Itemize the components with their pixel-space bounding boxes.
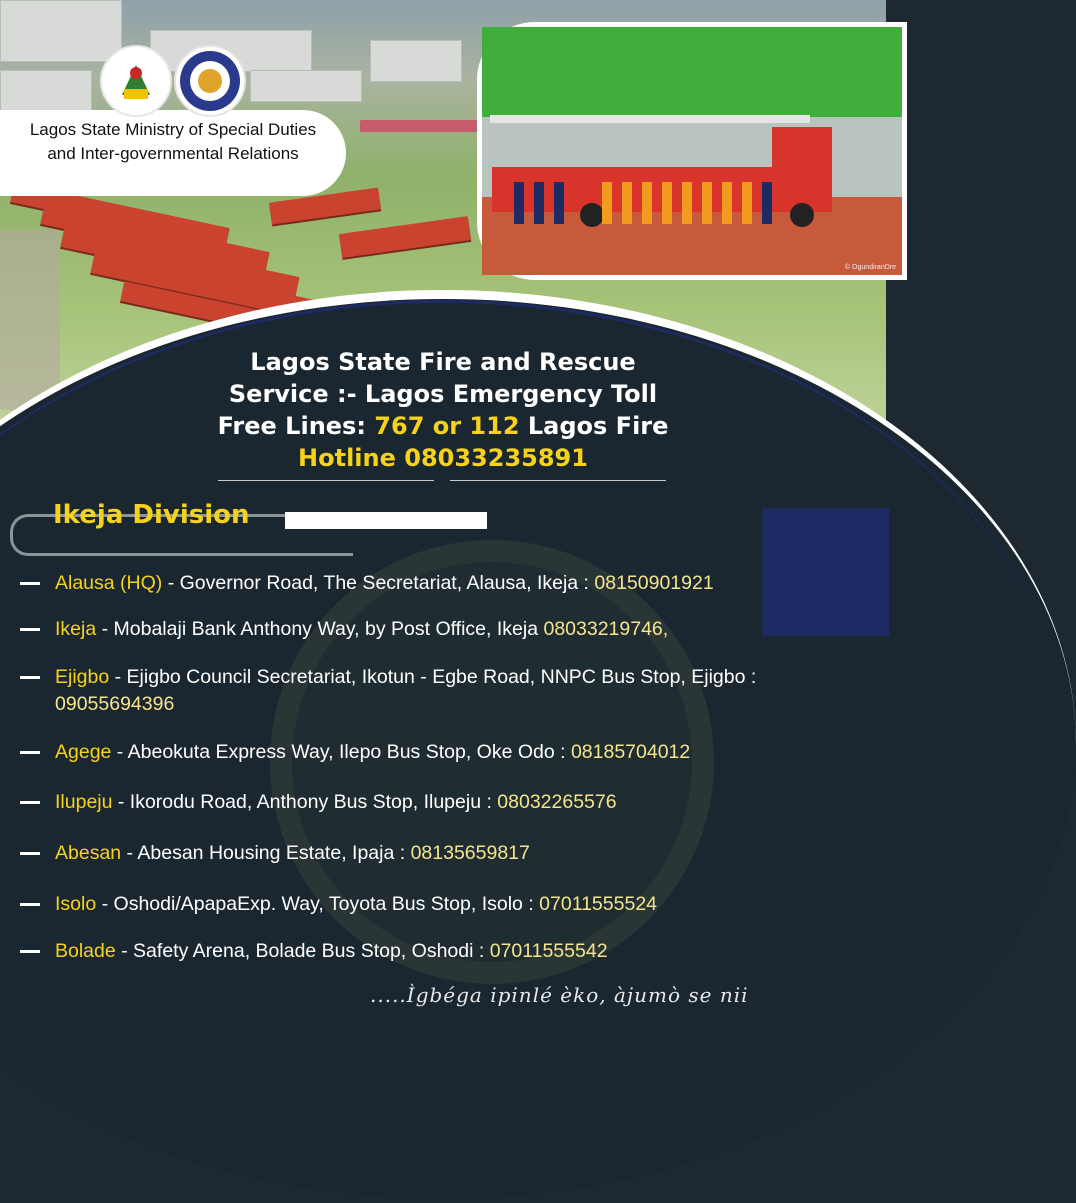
station-name: Bolade	[55, 940, 116, 962]
station-name: Ikeja	[55, 618, 97, 640]
ministry-seal-icon	[174, 45, 246, 117]
logo-group	[100, 45, 246, 115]
headline-line-2: Service :- Lagos Emergency Toll	[228, 380, 658, 408]
headline-fire-label: Lagos Fire	[519, 412, 669, 440]
station-name: Ejigbo	[55, 666, 110, 688]
ministry-name: Lagos State Ministry of Special Duties and Inter-governmental Relations	[29, 120, 317, 163]
station-name: Agege	[55, 741, 112, 763]
station-phone: 08033219746,	[543, 618, 669, 640]
station-address: - Abeokuta Express Way, Ilepo Bus Stop, Oke Odo :	[111, 741, 571, 763]
station-phone: 08032265576	[497, 791, 617, 813]
bullet-dash-icon	[20, 628, 40, 631]
station-phone: 08185704012	[570, 741, 691, 763]
station-name: Isolo	[55, 893, 97, 915]
station-address: - Mobalaji Bank Anthony Way, by Post Office, Ikeja	[96, 618, 544, 640]
divider-left	[218, 480, 434, 481]
station-name: Alausa (HQ)	[55, 572, 163, 594]
photo-credit: © OgundiranDre	[844, 264, 896, 271]
bullet-dash-icon	[20, 903, 40, 906]
station-address: - Ejigbo Council Secretariat, Ikotun - Egbe Road, NNPC Bus Stop, Ejigbo :	[109, 666, 757, 688]
headline-line-1: Lagos State Fire and Rescue	[250, 348, 636, 376]
page-headline	[160, 346, 726, 474]
station-phone: 09055694396	[55, 693, 175, 715]
bullet-dash-icon	[20, 676, 40, 679]
station-phone: 07011555524	[539, 893, 658, 915]
bullet-dash-icon	[20, 950, 40, 953]
station-name: Abesan	[55, 842, 122, 864]
bullet-dash-icon	[20, 582, 40, 585]
division-underline-bar	[285, 512, 487, 529]
station-address: - Abesan Housing Estate, Ipaja :	[121, 842, 411, 864]
station-address: - Oshodi/ApapaExp. Way, Toyota Bus Stop, Isolo :	[96, 893, 540, 915]
station-name: Ilupeju	[55, 791, 113, 813]
station-address: - Safety Arena, Bolade Bus Stop, Oshodi :	[115, 940, 490, 962]
headline-line-3	[160, 410, 726, 442]
fire-truck-photo	[477, 22, 907, 280]
bullet-dash-icon	[20, 852, 40, 855]
station-address: - Governor Road, The Secretariat, Alausa, Ikeja :	[162, 572, 595, 594]
station-phone: 08135659817	[410, 842, 530, 864]
station-phone: 08150901921	[594, 572, 714, 594]
toll-free-numbers: 767 or 112	[374, 412, 520, 440]
bullet-dash-icon	[20, 801, 40, 804]
fire-hotline: Hotline 08033235891	[298, 444, 588, 472]
division-title: Ikeja Division	[53, 500, 250, 530]
motto: .....Ìgbéga ipinlé èko, àjumò se nii	[370, 983, 749, 1007]
divider-right	[450, 480, 666, 481]
bullet-dash-icon	[20, 751, 40, 754]
headline-free-lines-label: Free Lines:	[217, 412, 375, 440]
lagos-state-coat-of-arms-icon	[100, 45, 172, 117]
station-address: - Ikorodu Road, Anthony Bus Stop, Ilupeju :	[112, 791, 498, 813]
station-phone: 07011555542	[489, 940, 608, 962]
